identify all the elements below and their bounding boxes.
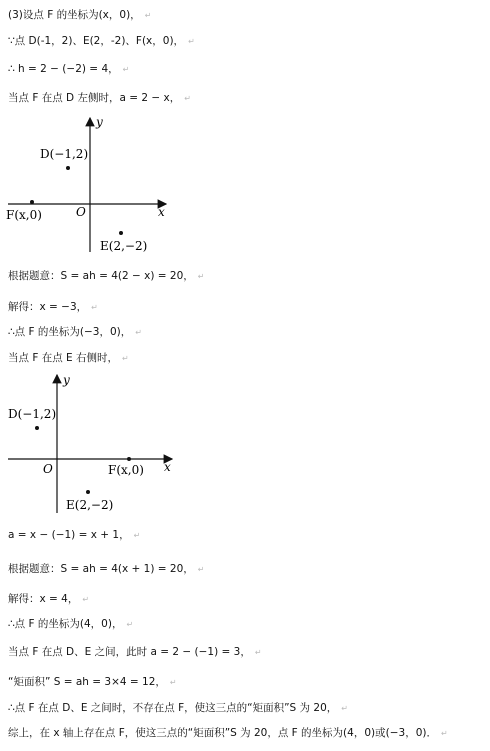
solution-line-text: ∵点 D(-1，2)、E(2，-2)、F(x，0)， — [8, 35, 185, 47]
solution-line-text: 解得：x = −3， — [8, 301, 88, 313]
solution-line-13 — [8, 645, 262, 660]
solution-line-text: 当点 F 在点 E 右侧时， — [8, 352, 119, 364]
solution-line-text: “矩面积” S = ah = 3×4 = 12， — [8, 676, 166, 688]
point-E-label: E(2,−2) — [66, 498, 114, 512]
paragraph-mark-icon: ↵ — [144, 11, 152, 20]
solution-line-3 — [8, 62, 129, 77]
paragraph-mark-icon: ↵ — [197, 272, 205, 281]
paragraph-mark-icon: ↵ — [341, 704, 348, 713]
solution-line-text: ∴点 F 在点 D、E 之间时，不存在点 F，使这三点的“矩面积”S 为 20， — [8, 702, 338, 714]
paragraph-mark-icon: ↵ — [133, 531, 141, 540]
solution-line-15 — [8, 701, 348, 716]
solution-line-6 — [8, 300, 98, 315]
point-F — [30, 200, 34, 204]
solution-line-text: ∴点 F 的坐标为(4，0)， — [8, 618, 123, 630]
origin-label: O — [43, 462, 53, 476]
paragraph-mark-icon: ↵ — [82, 595, 90, 604]
paragraph-mark-icon: ↵ — [254, 648, 262, 657]
solution-line-4 — [8, 91, 191, 106]
solution-line-text: a = x − (−1) = x + 1， — [8, 529, 130, 541]
point-D-label: D(−1,2) — [8, 407, 57, 421]
solution-line-text: 当点 F 在点 D、E 之间，此时 a = 2 − (−1) = 3， — [8, 646, 251, 658]
solution-line-text: ∴点 F 的坐标为(−3，0)， — [8, 326, 132, 338]
solution-line-11 — [8, 592, 89, 607]
paragraph-mark-icon: ↵ — [197, 565, 205, 574]
point-F-label: F(x,0) — [6, 208, 42, 222]
solution-line-text: 综上，在 x 轴上存在点 F，使这三点的“矩面积”S 为 20，点 F 的坐标为(4，0)或(−3，0)． — [8, 727, 437, 739]
solution-line-2 — [8, 34, 195, 49]
solution-line-10 — [8, 562, 204, 577]
solution-line-1 — [8, 8, 151, 23]
paragraph-mark-icon: ↵ — [91, 303, 98, 312]
solution-line-12 — [8, 617, 133, 632]
coordinate-figure-left — [0, 112, 200, 262]
point-E — [119, 231, 123, 235]
solution-line-5 — [8, 269, 204, 284]
point-E-label: E(2,−2) — [100, 239, 148, 253]
paragraph-mark-icon: ↵ — [184, 94, 191, 103]
solution-line-8 — [8, 351, 129, 366]
paragraph-mark-icon: ↵ — [169, 678, 177, 687]
x-axis-label: x — [158, 205, 165, 219]
solution-line-7 — [8, 325, 142, 340]
point-D — [35, 426, 39, 430]
origin-label: O — [76, 205, 86, 219]
solution-line-text: 根据题意：S = ah = 4(x + 1) = 20， — [8, 563, 194, 575]
coordinate-figure-right — [0, 371, 200, 521]
paragraph-mark-icon: ↵ — [188, 37, 195, 46]
point-F-label: F(x,0) — [108, 463, 144, 477]
paragraph-mark-icon: ↵ — [122, 354, 129, 363]
x-axis-label: x — [164, 460, 171, 474]
paragraph-mark-icon: ↵ — [126, 620, 134, 629]
solution-line-16 — [8, 726, 448, 741]
paragraph-mark-icon: ↵ — [122, 65, 130, 74]
y-axis-label: y — [63, 373, 70, 387]
paragraph-mark-icon: ↵ — [135, 328, 142, 337]
point-F — [127, 457, 131, 461]
solution-line-text: 根据题意：S = ah = 4(2 − x) = 20， — [8, 270, 194, 282]
solution-line-text: 当点 F 在点 D 左侧时，a = 2 − x， — [8, 92, 181, 104]
point-E — [86, 490, 90, 494]
solution-line-9 — [8, 528, 140, 543]
y-axis-label: y — [96, 115, 103, 129]
point-D — [66, 166, 70, 170]
solution-line-text: ∴ h = 2 − (−2) = 4， — [8, 63, 119, 75]
solution-line-text: (3)设点 F 的坐标为(x，0)， — [8, 9, 141, 21]
point-D-label: D(−1,2) — [40, 147, 89, 161]
solution-line-text: 解得：x = 4， — [8, 593, 79, 605]
solution-line-14 — [8, 675, 177, 690]
paragraph-mark-icon: ↵ — [440, 729, 448, 738]
